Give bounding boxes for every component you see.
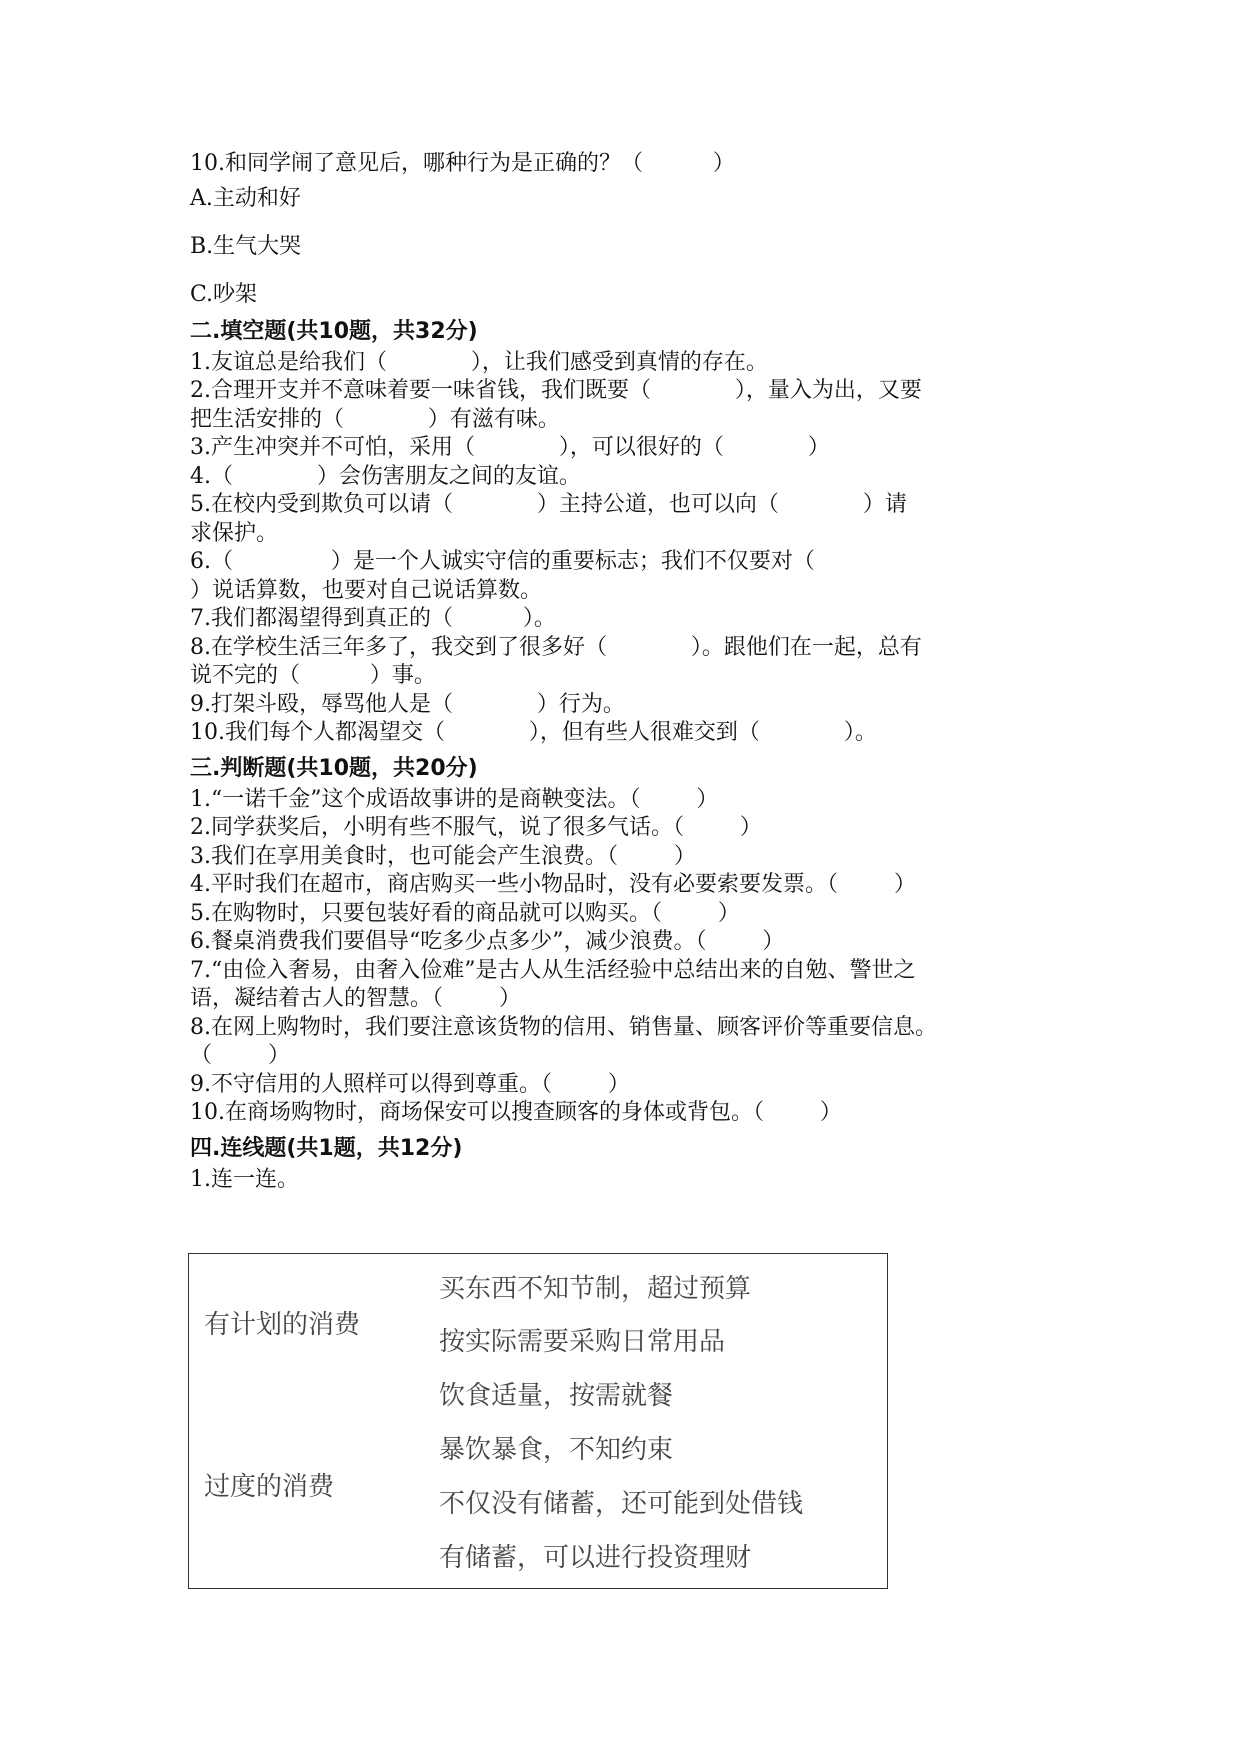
fill-line: 2.合理开支并不意味着要一味省钱，我们既要（ ），量入为出，又要 [190, 378, 922, 403]
option-b: B.生气大哭 [190, 233, 302, 259]
judge-line: 2.同学获奖后，小明有些不服气，说了很多气话。（ ） [190, 815, 762, 840]
judge-line: 5.在购物时，只要包装好看的商品就可以购买。（ ） [190, 900, 740, 926]
section-title-fill-blank: 二.填空题(共10题，共32分) [190, 318, 478, 344]
match-right-item[interactable]: 饮食适量，按需就餐 [439, 1381, 674, 1411]
matching-box [188, 1253, 888, 1589]
match-right-item[interactable]: 不仅没有储蓄，还可能到处借钱 [439, 1489, 804, 1519]
choice-question-stem: 10.和同学闹了意见后，哪种行为是正确的？（ ） [190, 151, 735, 176]
judge-line: （ ） [190, 1043, 290, 1068]
fill-line: 9.打架斗殴，辱骂他人是（ ）行为。 [190, 691, 625, 717]
judge-line: 9.不守信用的人照样可以得到尊重。（ ） [190, 1071, 630, 1097]
judge-line: 1.“一诺千金”这个成语故事讲的是商鞅变法。（ ） [190, 786, 719, 812]
fill-line: 8.在学校生活三年多了，我交到了很多好（ ）。跟他们在一起，总有 [190, 634, 922, 660]
fill-line: 说不完的（ ）事。 [190, 663, 436, 688]
fill-line: 1.友谊总是给我们（ ），让我们感受到真情的存在。 [190, 349, 768, 375]
judge-line: 6.餐桌消费我们要倡导“吃多少点多少”，减少浪费。（ ） [190, 929, 785, 954]
match-left-excessive[interactable]: 过度的消费 [204, 1472, 335, 1502]
option-a: A.主动和好 [190, 185, 301, 211]
match-right-item[interactable]: 暴饮暴食，不知约束 [439, 1435, 674, 1465]
fill-line: 7.我们都渴望得到真正的（ ）。 [190, 606, 556, 631]
fill-line: 10.我们每个人都渴望交（ ），但有些人很难交到（ ）。 [190, 720, 877, 745]
fill-line: 把生活安排的（ ）有滋有味。 [190, 406, 560, 432]
fill-line: ）说话算数，也要对自己说话算数。 [190, 577, 543, 603]
fill-line: 3.产生冲突并不可怕，采用（ ），可以很好的（ ） [190, 435, 830, 460]
match-right-item[interactable]: 买东西不知节制，超过预算 [439, 1274, 752, 1304]
section-title-true-false: 三.判断题(共10题，共20分) [190, 755, 478, 781]
judge-line: 10.在商场购物时，商场保安可以搜查顾客的身体或背包。（ ） [190, 1100, 842, 1125]
fill-line: 求保护。 [190, 520, 279, 546]
judge-line: 3.我们在享用美食时，也可能会产生浪费。（ ） [190, 843, 696, 869]
judge-line: 4.平时我们在超市，商店购买一些小物品时，没有必要索要发票。（ ） [190, 872, 916, 897]
section-title-matching: 四.连线题(共1题，共12分) [190, 1135, 463, 1161]
match-left-planned[interactable]: 有计划的消费 [204, 1310, 361, 1340]
judge-line: 语，凝结着古人的智慧。（ ） [190, 986, 521, 1011]
judge-line: 8.在网上购物时，我们要注意该货物的信用、销售量、顾客评价等重要信息。 [190, 1014, 937, 1040]
matching-question: 1.连一连。 [190, 1166, 299, 1192]
match-right-item[interactable]: 按实际需要采购日常用品 [439, 1327, 726, 1357]
fill-line: 5.在校内受到欺负可以请（ ）主持公道，也可以向（ ）请 [190, 492, 907, 517]
fill-line: 6.（ ）是一个人诚实守信的重要标志；我们不仅要对（ [190, 549, 815, 574]
fill-line: 4.（ ）会伤害朋友之间的友谊。 [190, 463, 581, 489]
judge-line: 7.“由俭入奢易，由奢入俭难”是古人从生活经验中总结出来的自勉、警世之 [190, 957, 916, 983]
exam-page [190, 150, 1070, 1194]
match-right-item[interactable]: 有储蓄，可以进行投资理财 [439, 1543, 752, 1573]
option-c: C.吵架 [190, 281, 258, 307]
